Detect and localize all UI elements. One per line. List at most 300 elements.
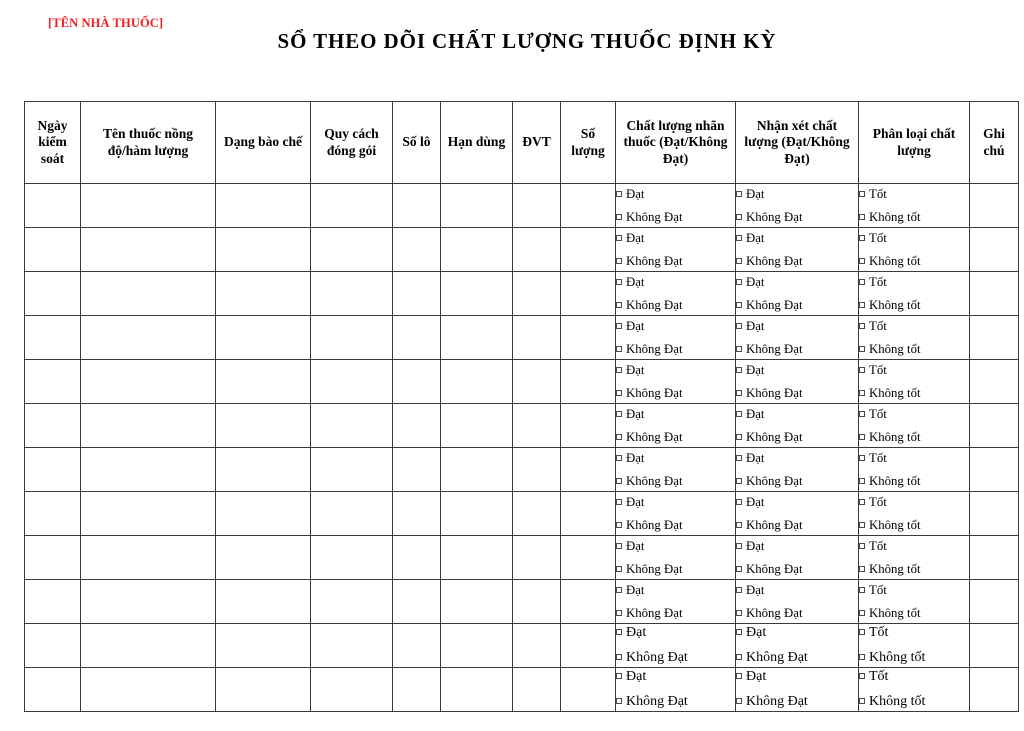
cell-date[interactable]: [25, 448, 81, 492]
checkbox-icon[interactable]: [859, 654, 865, 660]
table-row: [25, 624, 1019, 668]
cell-name[interactable]: [81, 492, 216, 536]
cell-exp[interactable]: [441, 536, 513, 580]
cell-pack[interactable]: [311, 228, 393, 272]
checkbox-option-label-quality[interactable]: [616, 626, 735, 640]
checkbox-icon[interactable]: [736, 499, 742, 505]
checkbox-icon[interactable]: [616, 587, 622, 593]
cell-qty[interactable]: [561, 184, 616, 228]
cell-review-quality: [736, 184, 859, 228]
checkbox-option-review-quality[interactable]: [736, 519, 858, 532]
cell-qty[interactable]: [561, 360, 616, 404]
cell-form[interactable]: [216, 228, 311, 272]
checkbox-option-classification[interactable]: [859, 607, 969, 620]
cell-lot[interactable]: [393, 316, 441, 360]
checkbox-option-classification[interactable]: [859, 299, 969, 312]
checkbox-icon[interactable]: [736, 411, 742, 417]
checkbox-label: Không tốt: [869, 517, 921, 532]
checkbox-icon[interactable]: [736, 543, 742, 549]
checkbox-icon[interactable]: [616, 191, 622, 197]
checkbox-label: Không Đạt: [746, 650, 808, 665]
cell-name[interactable]: [81, 624, 216, 668]
checkbox-option-classification[interactable]: [859, 276, 969, 289]
cell-unit[interactable]: [513, 184, 561, 228]
column-header-quality-classification: Phân loại chất lượng: [859, 102, 970, 184]
checkbox-option-label-quality[interactable]: [616, 387, 735, 400]
checkbox-icon[interactable]: [859, 302, 865, 308]
checkbox-icon[interactable]: [736, 698, 742, 704]
cell-qty[interactable]: [561, 668, 616, 712]
cell-date[interactable]: [25, 492, 81, 536]
checkbox-option-classification[interactable]: [859, 519, 969, 532]
cell-date[interactable]: [25, 624, 81, 668]
checkbox-icon[interactable]: [859, 455, 865, 461]
cell-pack[interactable]: [311, 360, 393, 404]
checkbox-option-review-quality[interactable]: [736, 563, 858, 576]
checkbox-icon[interactable]: [616, 434, 622, 440]
checkbox-option-review-quality[interactable]: [736, 607, 858, 620]
cell-form[interactable]: [216, 360, 311, 404]
checkbox-option-review-quality[interactable]: [736, 188, 858, 201]
column-header-expiry: Hạn dùng: [441, 102, 513, 184]
cell-pack[interactable]: [311, 448, 393, 492]
checkbox-icon[interactable]: [736, 258, 742, 264]
checkbox-label: Không tốt: [869, 297, 921, 312]
checkbox-option-review-quality[interactable]: [736, 670, 858, 684]
cell-review-quality: [736, 228, 859, 272]
checkbox-option-review-quality[interactable]: [736, 343, 858, 356]
checkbox-icon[interactable]: [616, 235, 622, 241]
checkbox-option-classification[interactable]: [859, 188, 969, 201]
checkbox-option-classification[interactable]: [859, 387, 969, 400]
checkbox-label: Tốt: [869, 318, 887, 333]
cell-name[interactable]: [81, 448, 216, 492]
cell-pack[interactable]: [311, 492, 393, 536]
checkbox-icon[interactable]: [736, 478, 742, 484]
checkbox-icon[interactable]: [736, 235, 742, 241]
checkbox-option-review-quality[interactable]: [736, 431, 858, 444]
checkbox-label: Không tốt: [869, 341, 921, 356]
checkbox-option-classification[interactable]: [859, 584, 969, 597]
cell-unit[interactable]: [513, 272, 561, 316]
checkbox-icon[interactable]: [859, 543, 865, 549]
cell-exp[interactable]: [441, 228, 513, 272]
checkbox-option-classification[interactable]: [859, 343, 969, 356]
checkbox-option-label-quality[interactable]: [616, 670, 735, 684]
checkbox-icon[interactable]: [736, 191, 742, 197]
cell-note[interactable]: [970, 668, 1019, 712]
checkbox-option-review-quality[interactable]: [736, 695, 858, 709]
checkbox-label: Không Đạt: [746, 253, 803, 268]
checkbox-icon[interactable]: [736, 455, 742, 461]
cell-unit[interactable]: [513, 536, 561, 580]
checkbox-icon[interactable]: [859, 323, 865, 329]
cell-exp[interactable]: [441, 316, 513, 360]
cell-unit[interactable]: [513, 580, 561, 624]
checkbox-option-label-quality[interactable]: [616, 563, 735, 576]
checkbox-icon[interactable]: [616, 478, 622, 484]
checkbox-option-review-quality[interactable]: [736, 211, 858, 224]
checkbox-icon[interactable]: [616, 302, 622, 308]
cell-lot[interactable]: [393, 184, 441, 228]
checkbox-icon[interactable]: [616, 543, 622, 549]
checkbox-icon[interactable]: [859, 367, 865, 373]
checkbox-icon[interactable]: [859, 258, 865, 264]
checkbox-option-review-quality[interactable]: [736, 540, 858, 553]
checkbox-option-label-quality[interactable]: [616, 475, 735, 488]
checkbox-option-review-quality[interactable]: [736, 496, 858, 509]
cell-classification: [859, 360, 970, 404]
cell-pack[interactable]: [311, 624, 393, 668]
checkbox-icon[interactable]: [616, 214, 622, 220]
checkbox-label: Đạt: [626, 362, 645, 377]
checkbox-option-classification[interactable]: [859, 232, 969, 245]
checkbox-option-label-quality[interactable]: [616, 452, 735, 465]
cell-note[interactable]: [970, 492, 1019, 536]
checkbox-icon[interactable]: [736, 434, 742, 440]
checkbox-icon[interactable]: [736, 323, 742, 329]
cell-name[interactable]: [81, 272, 216, 316]
cell-note[interactable]: [970, 580, 1019, 624]
checkbox-label: Không tốt: [869, 429, 921, 444]
checkbox-option-label-quality[interactable]: [616, 496, 735, 509]
cell-pack[interactable]: [311, 272, 393, 316]
checkbox-icon[interactable]: [859, 279, 865, 285]
cell-exp[interactable]: [441, 624, 513, 668]
cell-lot[interactable]: [393, 272, 441, 316]
checkbox-option-classification[interactable]: [859, 563, 969, 576]
cell-note[interactable]: [970, 448, 1019, 492]
cell-unit[interactable]: [513, 316, 561, 360]
checkbox-label: Đạt: [746, 318, 765, 333]
cell-lot[interactable]: [393, 360, 441, 404]
cell-lot[interactable]: [393, 580, 441, 624]
checkbox-option-review-quality[interactable]: [736, 255, 858, 268]
checkbox-option-label-quality[interactable]: [616, 343, 735, 356]
checkbox-option-label-quality[interactable]: [616, 320, 735, 333]
cell-note[interactable]: [970, 316, 1019, 360]
cell-note[interactable]: [970, 228, 1019, 272]
checkbox-icon[interactable]: [616, 323, 622, 329]
checkbox-label: Đạt: [746, 538, 765, 553]
cell-lot[interactable]: [393, 404, 441, 448]
cell-form[interactable]: [216, 536, 311, 580]
checkbox-icon[interactable]: [736, 629, 742, 635]
checkbox-option-classification[interactable]: [859, 408, 969, 421]
checkbox-option-label-quality[interactable]: [616, 431, 735, 444]
checkbox-icon[interactable]: [859, 698, 865, 704]
column-header-unit: ĐVT: [513, 102, 561, 184]
cell-qty[interactable]: [561, 448, 616, 492]
checkbox-option-classification[interactable]: [859, 431, 969, 444]
cell-note[interactable]: [970, 404, 1019, 448]
cell-name[interactable]: [81, 184, 216, 228]
cell-exp[interactable]: [441, 272, 513, 316]
checkbox-option-review-quality[interactable]: [736, 232, 858, 245]
checkbox-icon[interactable]: [616, 629, 622, 635]
checkbox-icon[interactable]: [736, 367, 742, 373]
checkbox-icon[interactable]: [859, 434, 865, 440]
checkbox-icon[interactable]: [859, 629, 865, 635]
checkbox-option-classification[interactable]: [859, 695, 969, 709]
checkbox-icon[interactable]: [616, 566, 622, 572]
checkbox-option-review-quality[interactable]: [736, 626, 858, 640]
checkbox-label: Không tốt: [869, 561, 921, 576]
cell-form[interactable]: [216, 316, 311, 360]
cell-name[interactable]: [81, 404, 216, 448]
checkbox-option-label-quality[interactable]: [616, 584, 735, 597]
cell-note[interactable]: [970, 272, 1019, 316]
checkbox-icon[interactable]: [859, 499, 865, 505]
cell-pack[interactable]: [311, 404, 393, 448]
checkbox-option-label-quality[interactable]: [616, 299, 735, 312]
checkbox-label: Tốt: [869, 582, 887, 597]
cell-exp[interactable]: [441, 404, 513, 448]
checkbox-option-label-quality[interactable]: [616, 211, 735, 224]
checkbox-option-classification[interactable]: [859, 255, 969, 268]
checkbox-icon[interactable]: [616, 411, 622, 417]
checkbox-label: Không Đạt: [626, 209, 683, 224]
checkbox-label: Không Đạt: [626, 650, 688, 665]
cell-form[interactable]: [216, 184, 311, 228]
cell-exp[interactable]: [441, 184, 513, 228]
checkbox-option-label-quality[interactable]: [616, 540, 735, 553]
cell-pack[interactable]: [311, 184, 393, 228]
checkbox-label: Đạt: [626, 186, 645, 201]
cell-date[interactable]: [25, 580, 81, 624]
cell-date[interactable]: [25, 228, 81, 272]
cell-note[interactable]: [970, 360, 1019, 404]
checkbox-option-review-quality[interactable]: [736, 475, 858, 488]
checkbox-label: Đạt: [626, 538, 645, 553]
checkbox-option-classification[interactable]: [859, 670, 969, 684]
cell-note[interactable]: [970, 184, 1019, 228]
cell-qty[interactable]: [561, 580, 616, 624]
checkbox-option-label-quality[interactable]: [616, 408, 735, 421]
cell-form[interactable]: [216, 492, 311, 536]
cell-qty[interactable]: [561, 272, 616, 316]
checkbox-label: Tốt: [869, 494, 887, 509]
cell-review-quality: [736, 580, 859, 624]
cell-qty[interactable]: [561, 404, 616, 448]
cell-lot[interactable]: [393, 492, 441, 536]
cell-unit[interactable]: [513, 448, 561, 492]
checkbox-label: Đạt: [626, 669, 647, 684]
checkbox-option-review-quality[interactable]: [736, 387, 858, 400]
checkbox-option-label-quality[interactable]: [616, 255, 735, 268]
column-header-date: Ngày kiểm soát: [25, 102, 81, 184]
cell-lot[interactable]: [393, 624, 441, 668]
checkbox-icon[interactable]: [859, 610, 865, 616]
checkbox-icon[interactable]: [616, 279, 622, 285]
checkbox-icon[interactable]: [736, 390, 742, 396]
checkbox-icon[interactable]: [736, 214, 742, 220]
cell-unit[interactable]: [513, 624, 561, 668]
cell-pack[interactable]: [311, 668, 393, 712]
cell-form[interactable]: [216, 272, 311, 316]
cell-label-quality: [616, 624, 736, 668]
cell-qty[interactable]: [561, 624, 616, 668]
checkbox-label: Không Đạt: [746, 517, 803, 532]
cell-name[interactable]: [81, 536, 216, 580]
cell-note[interactable]: [970, 624, 1019, 668]
cell-note[interactable]: [970, 536, 1019, 580]
checkbox-icon[interactable]: [616, 258, 622, 264]
checkbox-icon[interactable]: [616, 698, 622, 704]
cell-lot[interactable]: [393, 536, 441, 580]
checkbox-option-review-quality[interactable]: [736, 320, 858, 333]
checkbox-icon[interactable]: [736, 346, 742, 352]
checkbox-icon[interactable]: [616, 367, 622, 373]
cell-unit[interactable]: [513, 404, 561, 448]
checkbox-icon[interactable]: [859, 235, 865, 241]
checkbox-option-review-quality[interactable]: [736, 276, 858, 289]
checkbox-option-classification[interactable]: [859, 651, 969, 665]
checkbox-option-classification[interactable]: [859, 320, 969, 333]
cell-date[interactable]: [25, 360, 81, 404]
cell-date[interactable]: [25, 536, 81, 580]
cell-date[interactable]: [25, 316, 81, 360]
cell-form[interactable]: [216, 448, 311, 492]
checkbox-label: Không tốt: [869, 209, 921, 224]
cell-date[interactable]: [25, 184, 81, 228]
cell-classification: [859, 272, 970, 316]
checkbox-icon[interactable]: [616, 610, 622, 616]
checkbox-option-label-quality[interactable]: [616, 188, 735, 201]
cell-review-quality: [736, 492, 859, 536]
checkbox-option-label-quality[interactable]: [616, 651, 735, 665]
cell-date[interactable]: [25, 272, 81, 316]
table-row: [25, 316, 1019, 360]
checkbox-option-classification[interactable]: [859, 475, 969, 488]
checkbox-icon[interactable]: [736, 587, 742, 593]
cell-qty[interactable]: [561, 536, 616, 580]
checkbox-option-review-quality[interactable]: [736, 651, 858, 665]
cell-pack[interactable]: [311, 536, 393, 580]
checkbox-icon[interactable]: [859, 673, 865, 679]
table-header: [25, 102, 1019, 184]
cell-qty[interactable]: [561, 228, 616, 272]
checkbox-option-classification[interactable]: [859, 452, 969, 465]
cell-unit[interactable]: [513, 360, 561, 404]
cell-name[interactable]: [81, 316, 216, 360]
checkbox-icon[interactable]: [616, 522, 622, 528]
checkbox-icon[interactable]: [616, 673, 622, 679]
checkbox-icon[interactable]: [736, 673, 742, 679]
checkbox-icon[interactable]: [616, 499, 622, 505]
cell-classification: [859, 184, 970, 228]
cell-form[interactable]: [216, 580, 311, 624]
checkbox-label: Không Đạt: [746, 209, 803, 224]
cell-pack[interactable]: [311, 316, 393, 360]
cell-unit[interactable]: [513, 228, 561, 272]
checkbox-icon[interactable]: [616, 654, 622, 660]
cell-label-quality: [616, 404, 736, 448]
column-header-label-quality: Chất lượng nhãn thuốc (Đạt/Không Đạt): [616, 102, 736, 184]
cell-qty[interactable]: [561, 316, 616, 360]
checkbox-label: Đạt: [746, 582, 765, 597]
cell-form[interactable]: [216, 624, 311, 668]
cell-exp[interactable]: [441, 448, 513, 492]
cell-qty[interactable]: [561, 492, 616, 536]
checkbox-option-review-quality[interactable]: [736, 452, 858, 465]
cell-name[interactable]: [81, 668, 216, 712]
checkbox-option-classification[interactable]: [859, 540, 969, 553]
checkbox-option-classification[interactable]: [859, 496, 969, 509]
cell-exp[interactable]: [441, 492, 513, 536]
checkbox-icon[interactable]: [736, 522, 742, 528]
cell-unit[interactable]: [513, 492, 561, 536]
cell-name[interactable]: [81, 360, 216, 404]
checkbox-icon[interactable]: [859, 191, 865, 197]
cell-form[interactable]: [216, 668, 311, 712]
table-row: [25, 184, 1019, 228]
checkbox-icon[interactable]: [736, 279, 742, 285]
cell-lot[interactable]: [393, 228, 441, 272]
column-header-lot-number: Số lô: [393, 102, 441, 184]
cell-exp[interactable]: [441, 580, 513, 624]
checkbox-icon[interactable]: [859, 522, 865, 528]
checkbox-icon[interactable]: [859, 390, 865, 396]
cell-unit[interactable]: [513, 668, 561, 712]
cell-name[interactable]: [81, 228, 216, 272]
checkbox-option-classification[interactable]: [859, 626, 969, 640]
checkbox-icon[interactable]: [616, 455, 622, 461]
cell-exp[interactable]: [441, 668, 513, 712]
checkbox-label: Đạt: [626, 625, 647, 640]
checkbox-option-label-quality[interactable]: [616, 607, 735, 620]
cell-form[interactable]: [216, 404, 311, 448]
checkbox-icon[interactable]: [859, 566, 865, 572]
checkbox-option-label-quality[interactable]: [616, 364, 735, 377]
cell-date[interactable]: [25, 668, 81, 712]
checkbox-option-label-quality[interactable]: [616, 276, 735, 289]
cell-date[interactable]: [25, 404, 81, 448]
checkbox-option-label-quality[interactable]: [616, 519, 735, 532]
checkbox-option-label-quality[interactable]: [616, 695, 735, 709]
checkbox-label: Tốt: [869, 406, 887, 421]
checkbox-icon[interactable]: [616, 346, 622, 352]
checkbox-icon[interactable]: [859, 587, 865, 593]
cell-lot[interactable]: [393, 668, 441, 712]
checkbox-icon[interactable]: [736, 302, 742, 308]
checkbox-icon[interactable]: [859, 411, 865, 417]
table-row: [25, 668, 1019, 712]
cell-review-quality: [736, 316, 859, 360]
cell-review-quality: [736, 272, 859, 316]
checkbox-icon[interactable]: [859, 346, 865, 352]
cell-exp[interactable]: [441, 360, 513, 404]
checkbox-icon[interactable]: [736, 610, 742, 616]
checkbox-option-classification[interactable]: [859, 364, 969, 377]
cell-review-quality: [736, 360, 859, 404]
checkbox-option-review-quality[interactable]: [736, 299, 858, 312]
checkbox-icon[interactable]: [616, 390, 622, 396]
cell-lot[interactable]: [393, 448, 441, 492]
cell-classification: [859, 404, 970, 448]
checkbox-option-classification[interactable]: [859, 211, 969, 224]
cell-pack[interactable]: [311, 580, 393, 624]
checkbox-icon[interactable]: [736, 654, 742, 660]
checkbox-option-review-quality[interactable]: [736, 584, 858, 597]
checkbox-icon[interactable]: [859, 478, 865, 484]
checkbox-option-label-quality[interactable]: [616, 232, 735, 245]
checkbox-icon[interactable]: [859, 214, 865, 220]
cell-name[interactable]: [81, 580, 216, 624]
checkbox-option-review-quality[interactable]: [736, 364, 858, 377]
checkbox-option-review-quality[interactable]: [736, 408, 858, 421]
checkbox-icon[interactable]: [736, 566, 742, 572]
